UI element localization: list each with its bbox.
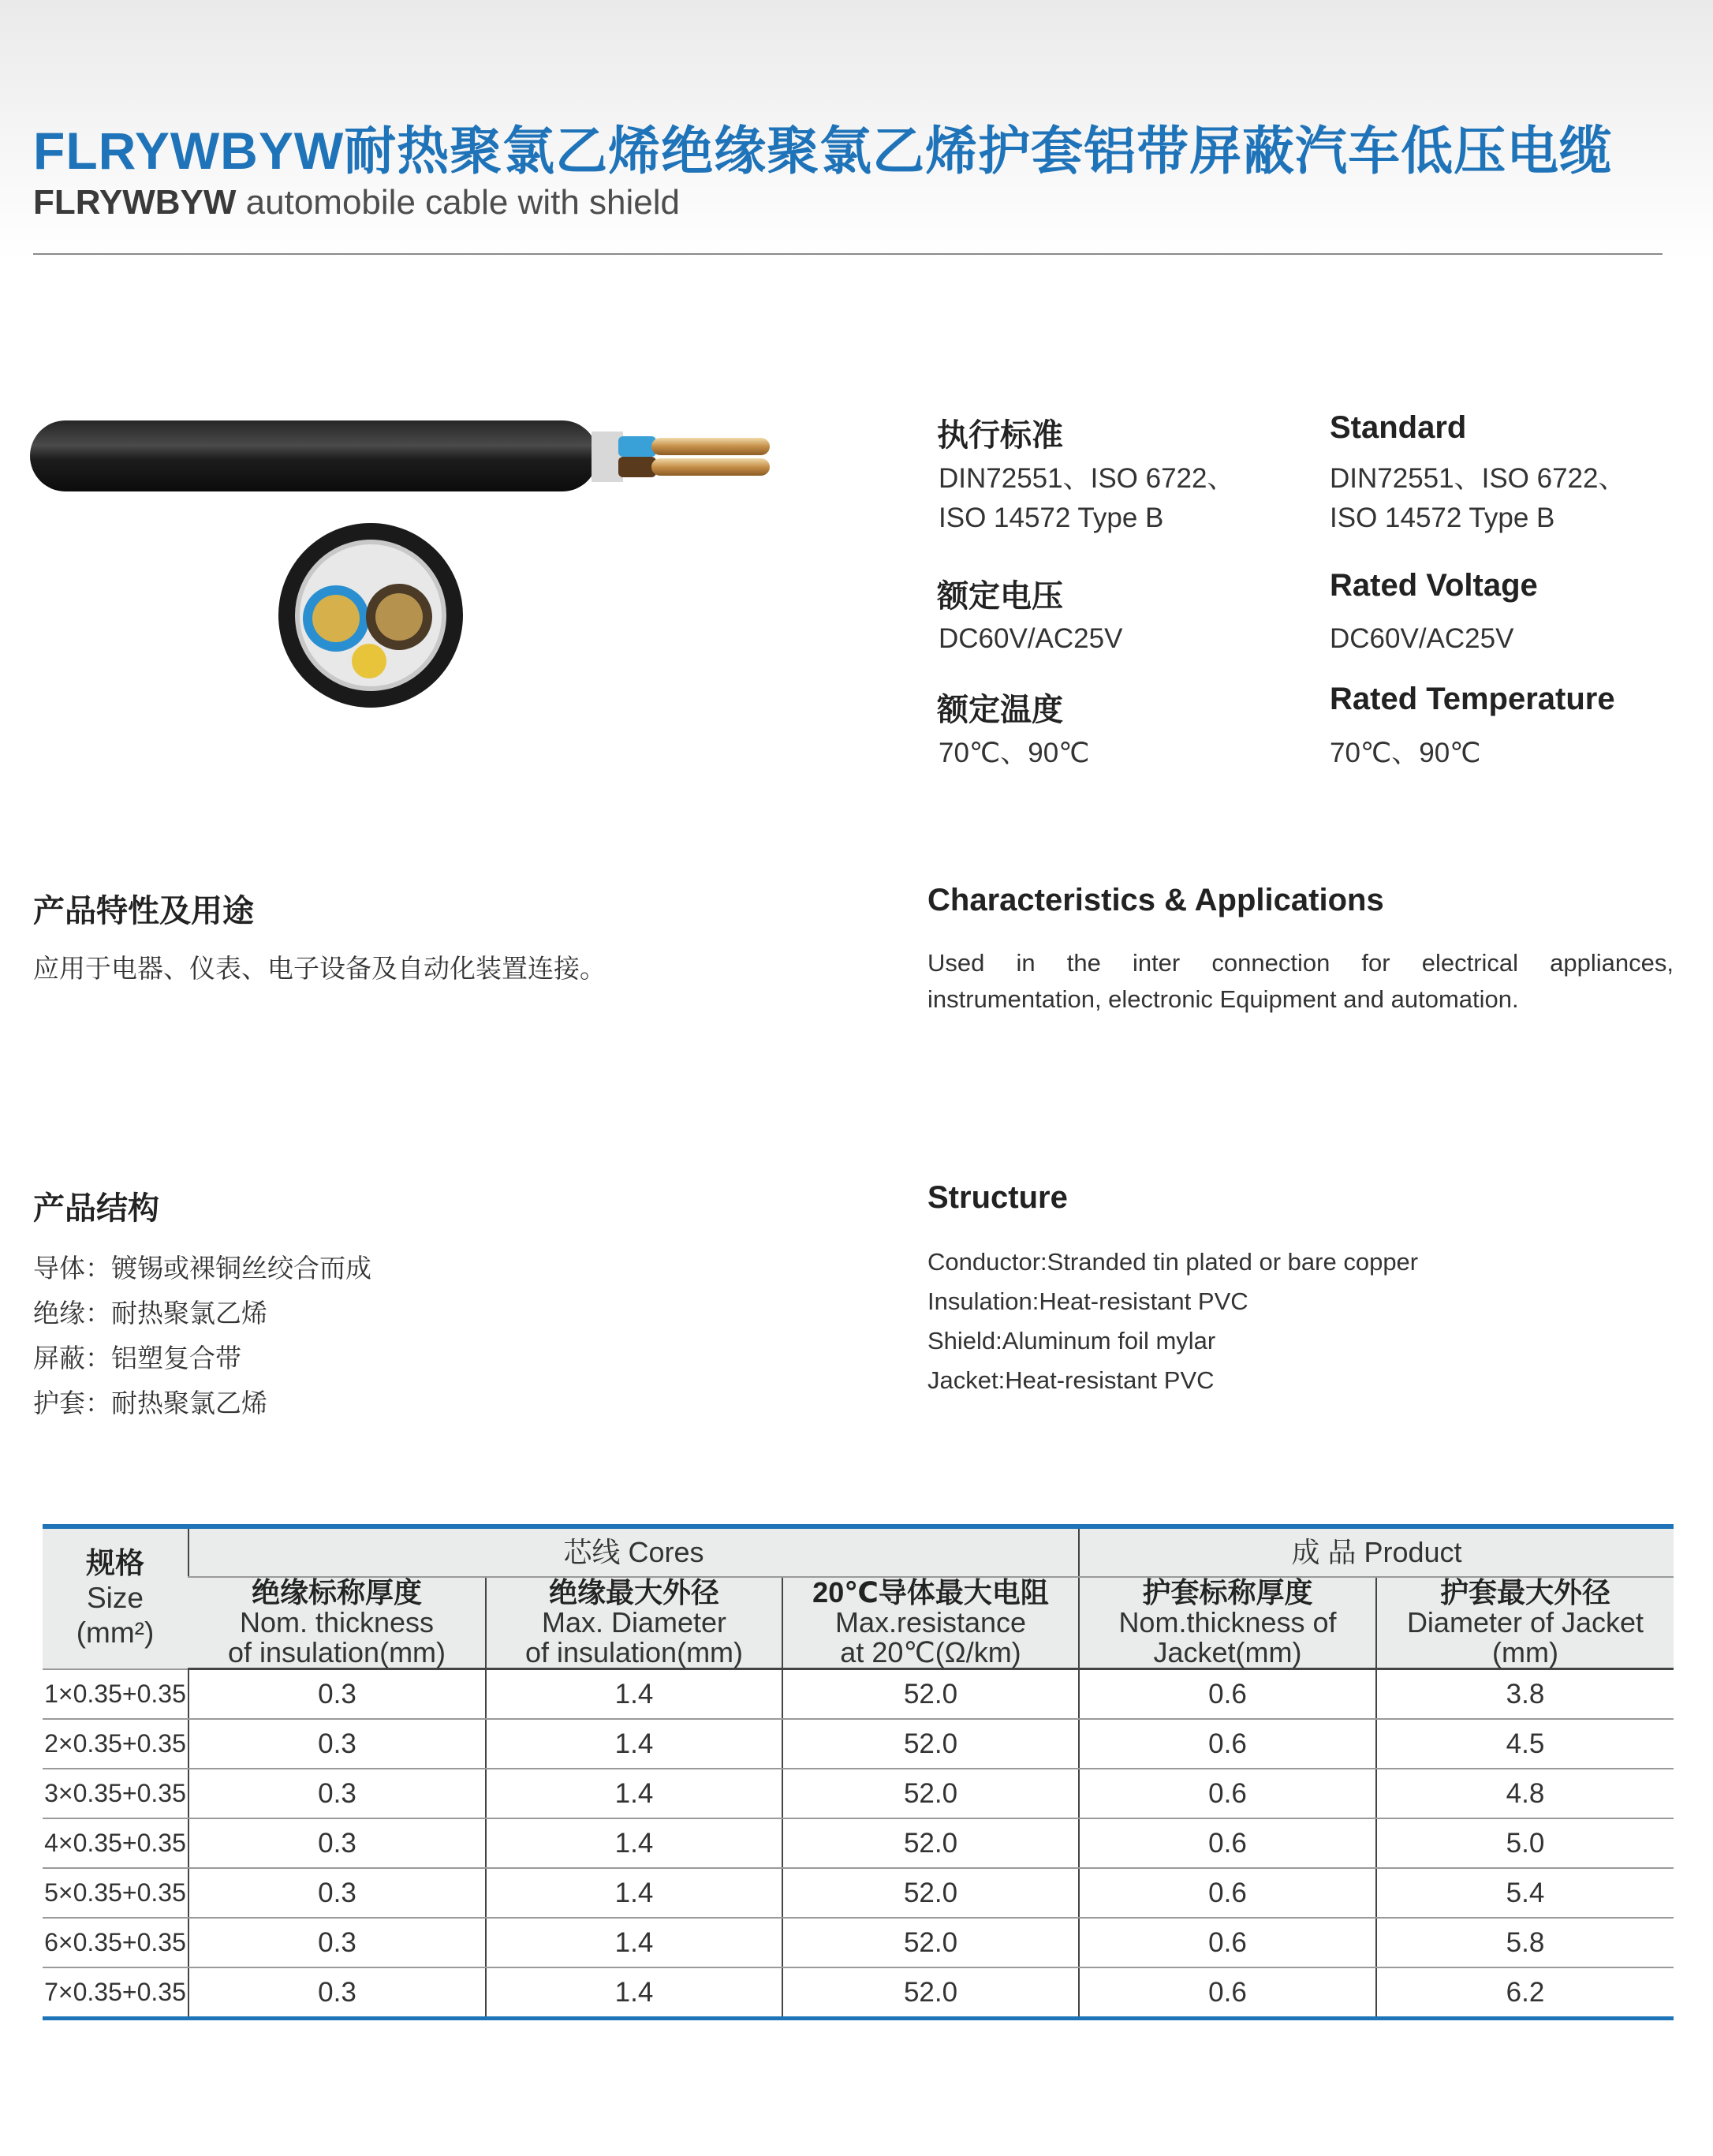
table-cell: 3×0.35+0.35 [43, 1769, 188, 1818]
standard-line1-en: DIN72551、ISO 6722、 [1330, 463, 1626, 494]
table-cell: 5.0 [1376, 1818, 1674, 1868]
table-cell: 0.3 [188, 1868, 486, 1918]
table-cell: 0.3 [188, 1719, 486, 1769]
subtitle-model: FLRYWBYW [33, 183, 237, 222]
standard-line2-cn: ISO 14572 Type B [939, 503, 1164, 533]
structure-heading-en: Structure [927, 1180, 1068, 1215]
column-header [1376, 1577, 1674, 1669]
column-header-cn: 绝缘最大外径 [548, 1576, 719, 1609]
column-header-en: of insulation(mm) [227, 1636, 446, 1668]
characteristics-heading-en: Characteristics & Applications [927, 883, 1384, 917]
column-header-en: Nom.thickness of [1118, 1606, 1337, 1638]
table-cell: 1.4 [486, 1868, 782, 1918]
structure-line-en: Conductor:Stranded tin plated or bare copper [927, 1248, 1419, 1276]
column-header-en: at 20℃(Ω/km) [840, 1636, 1021, 1668]
table-cell: 0.6 [1079, 1918, 1376, 1967]
table-cell: 1.4 [486, 1769, 782, 1818]
temperature-heading-en: Rated Temperature [1330, 682, 1615, 716]
table-cell: 0.6 [1079, 1669, 1376, 1720]
table-cell: 52.0 [782, 1967, 1079, 2019]
table-cell: 1×0.35+0.35 [43, 1669, 188, 1720]
column-header [1079, 1577, 1376, 1669]
column-header-en: of insulation(mm) [524, 1636, 744, 1668]
column-header-en: Max.resistance [834, 1606, 1027, 1638]
column-header-cn: 20℃导体最大电阻 [812, 1576, 1049, 1609]
structure-line-en: Shield:Aluminum foil mylar [927, 1327, 1216, 1355]
temperature-heading-cn: 额定温度 [937, 693, 1063, 727]
structure-line-cn: 护套：耐热聚氯乙烯 [33, 1388, 267, 1418]
cable-side-image [30, 414, 787, 501]
voltage-heading-cn: 额定电压 [937, 579, 1063, 614]
table-cell: 4.8 [1376, 1769, 1674, 1818]
table-row [43, 1818, 1674, 1868]
temperature-value-en: 70℃、90℃ [1330, 738, 1481, 768]
table-cell: 0.6 [1079, 1719, 1376, 1769]
spec-table [43, 1524, 1674, 2020]
table-cell: 0.6 [1079, 1818, 1376, 1868]
structure-line-cn: 导体：镀锡或裸铜丝绞合而成 [33, 1254, 371, 1283]
size-header-cn: 规格 [86, 1547, 144, 1580]
table-cell: 6×0.35+0.35 [43, 1918, 188, 1967]
size-header-unit: (mm²) [76, 1616, 155, 1650]
page-title: FLRYWBYW耐热聚氯乙烯绝缘聚氯乙烯护套铝带屏蔽汽车低压电缆 [33, 121, 1613, 180]
header-divider [33, 253, 1663, 255]
column-header-en: (mm) [1492, 1636, 1558, 1668]
table-cell: 1.4 [486, 1967, 782, 2019]
standard-line2-en: ISO 14572 Type B [1330, 503, 1555, 533]
table-row [43, 1769, 1674, 1818]
structure-heading-cn: 产品结构 [33, 1191, 159, 1226]
column-header [486, 1577, 782, 1669]
table-cell: 5×0.35+0.35 [43, 1868, 188, 1918]
column-header-cn: 护套最大外径 [1440, 1576, 1611, 1609]
table-cell: 1.4 [486, 1669, 782, 1720]
table-cell: 0.3 [188, 1918, 486, 1967]
table-row [43, 1669, 1674, 1720]
column-header-en: Jacket(mm) [1153, 1636, 1302, 1668]
table-cell: 0.6 [1079, 1868, 1376, 1918]
table-cell: 0.3 [188, 1967, 486, 2019]
table-cell: 4×0.35+0.35 [43, 1818, 188, 1868]
temperature-value-cn: 70℃、90℃ [939, 738, 1090, 768]
table-cell: 52.0 [782, 1769, 1079, 1818]
standard-line1-cn: DIN72551、ISO 6722、 [939, 463, 1235, 494]
subtitle-text: automobile cable with shield [236, 183, 680, 222]
table-cell: 52.0 [782, 1669, 1079, 1720]
table-cell: 1.4 [486, 1719, 782, 1769]
table-cell: 0.6 [1079, 1967, 1376, 2019]
table-cell: 6.2 [1376, 1967, 1674, 2019]
table-row [43, 1918, 1674, 1967]
structure-line-en: Insulation:Heat-resistant PVC [927, 1287, 1248, 1315]
column-header-cn: 护套标称厚度 [1142, 1576, 1313, 1609]
table-cell: 0.6 [1079, 1769, 1376, 1818]
table-cell: 0.3 [188, 1769, 486, 1818]
table-cell: 0.3 [188, 1669, 486, 1720]
voltage-heading-en: Rated Voltage [1330, 568, 1538, 603]
table-cell: 3.8 [1376, 1669, 1674, 1720]
structure-line-cn: 屏蔽：铝塑复合带 [33, 1343, 241, 1373]
table-cell: 5.4 [1376, 1868, 1674, 1918]
table-row [43, 1719, 1674, 1769]
structure-line-cn: 绝缘：耐热聚氯乙烯 [33, 1298, 267, 1328]
column-header-en: Max. Diameter [541, 1606, 727, 1638]
voltage-value-en: DC60V/AC25V [1330, 623, 1514, 654]
table-row [43, 1868, 1674, 1918]
table-cell: 52.0 [782, 1868, 1079, 1918]
table-cell: 5.8 [1376, 1918, 1674, 1967]
table-cell: 4.5 [1376, 1719, 1674, 1769]
column-header [188, 1577, 486, 1669]
column-header [782, 1577, 1079, 1669]
table-row [43, 1967, 1674, 2019]
table-cell: 1.4 [486, 1918, 782, 1967]
voltage-value-cn: DC60V/AC25V [939, 623, 1123, 654]
size-header [43, 1526, 188, 1669]
standard-heading-cn: 执行标准 [937, 418, 1063, 453]
characteristics-heading-cn: 产品特性及用途 [33, 894, 254, 929]
characteristics-text-en: Used in the inter connection for electrical appliances, instrumentation, electronic Equipment and automation. [927, 949, 1674, 1013]
cores-group-header: 芯线 Cores [188, 1526, 1079, 1577]
table-cell: 2×0.35+0.35 [43, 1719, 188, 1769]
characteristics-text-cn: 应用于电器、仪表、电子设备及自动化装置连接。 [33, 954, 606, 983]
table-cell: 52.0 [782, 1918, 1079, 1967]
table-cell: 7×0.35+0.35 [43, 1967, 188, 2019]
product-group-header: 成 品 Product [1079, 1526, 1674, 1577]
table-cell: 0.3 [188, 1818, 486, 1868]
structure-line-en: Jacket:Heat-resistant PVC [927, 1366, 1215, 1394]
column-header-en: Diameter of Jacket [1406, 1606, 1644, 1638]
page-subtitle [33, 183, 680, 222]
table-cell: 52.0 [782, 1719, 1079, 1769]
table-cell: 52.0 [782, 1818, 1079, 1868]
column-header-en: Nom. thickness [239, 1606, 435, 1638]
cable-cross-section-image [276, 521, 465, 710]
table-cell: 1.4 [486, 1818, 782, 1868]
size-header-en: Size [87, 1582, 144, 1615]
column-header-cn: 绝缘标称厚度 [251, 1576, 422, 1609]
standard-heading-en: Standard [1330, 410, 1467, 445]
